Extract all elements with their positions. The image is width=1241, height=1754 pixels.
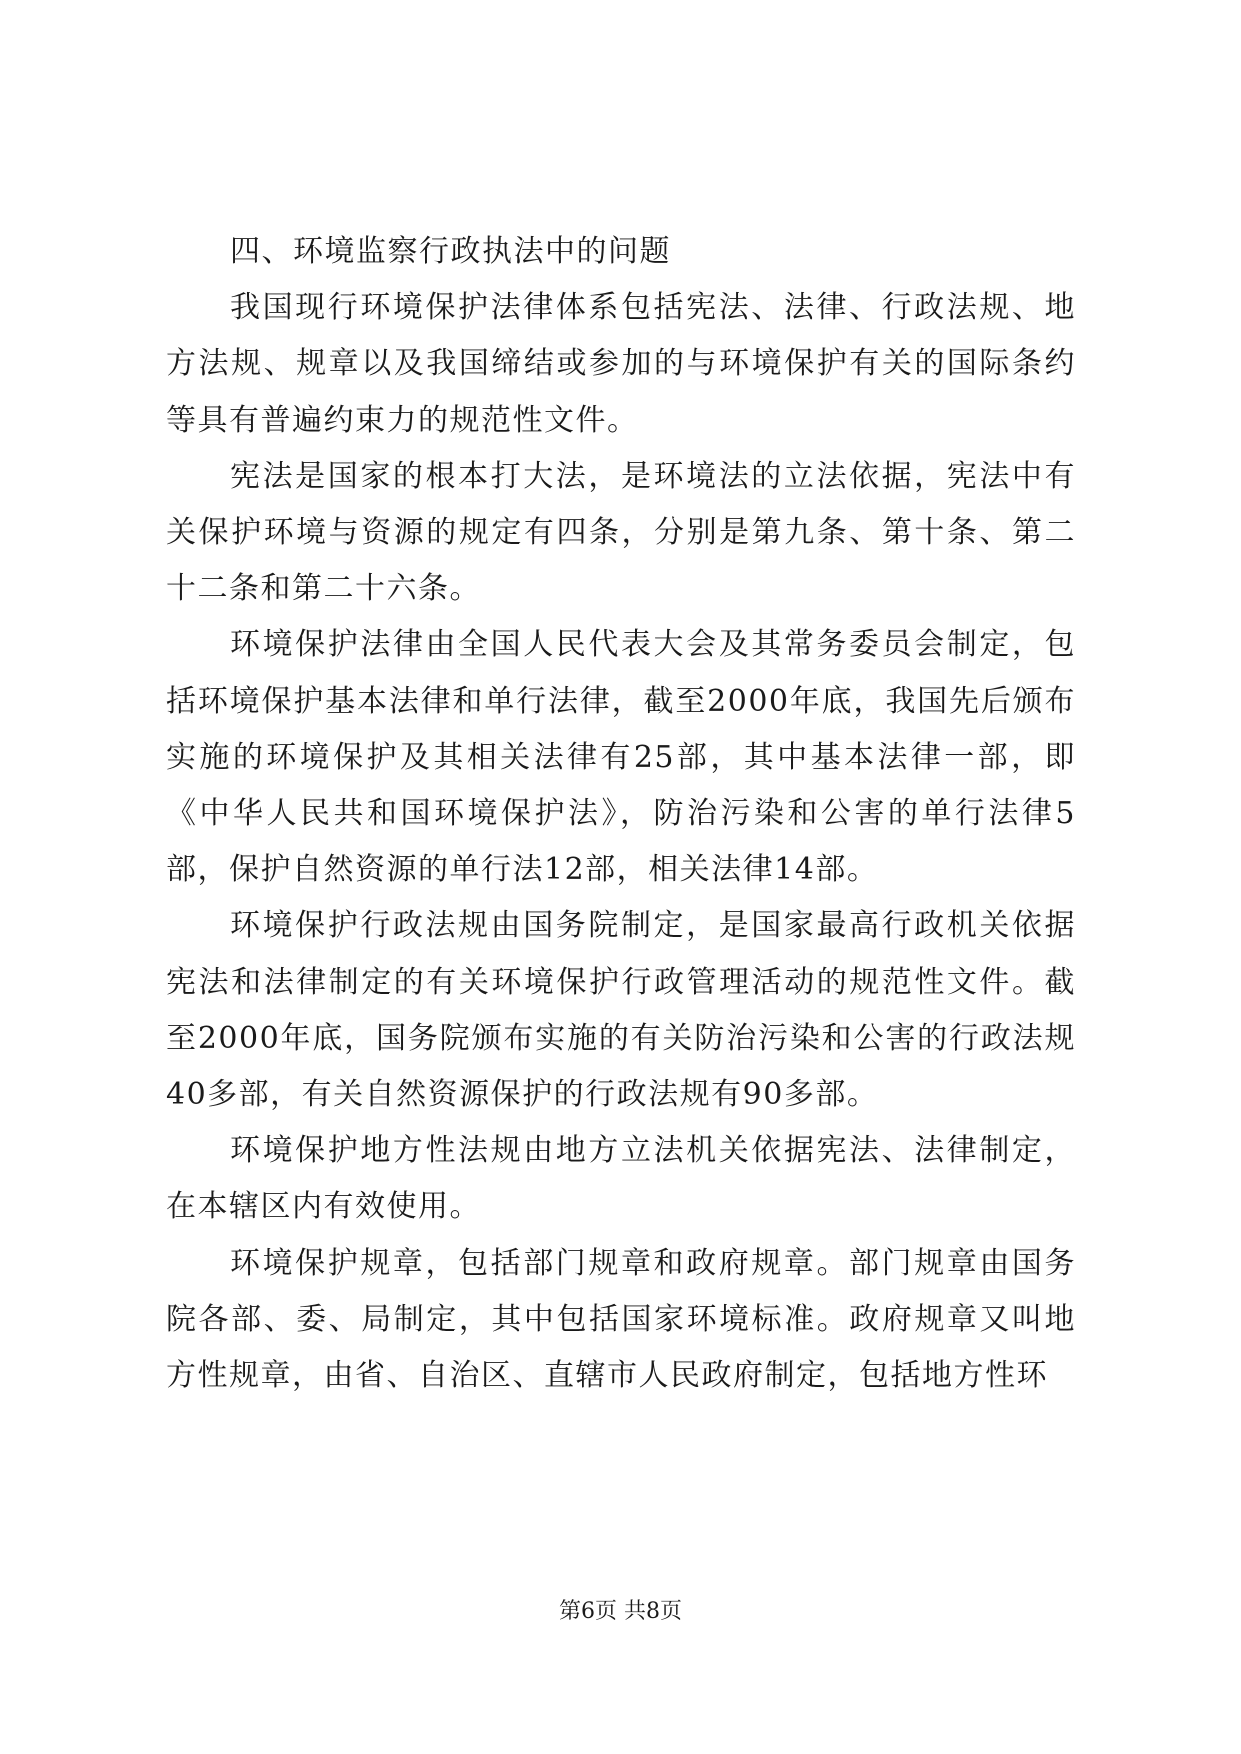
paragraph: 环境保护行政法规由国务院制定，是国家最高行政机关依据宪法和法律制定的有关环境保护行政管理活动的规范性文件。截至2000年底，国务院颁布实施的有关防治污染和公害的行政法规40多部，有关自然资源保护的行政法规有90多部。 (166, 908, 1076, 1113)
document-body (166, 224, 1076, 1404)
paragraph: 宪法是国家的根本打大法，是环境法的立法依据，宪法中有关保护环境与资源的规定有四条，分别是第九条、第十条、第二十二条和第二十六条。 (166, 458, 1076, 607)
page-footer (0, 1597, 1241, 1627)
paragraph: 环境保护法律由全国人民代表大会及其常务委员会制定，包括环境保护基本法律和单行法律，截至2000年底，我国先后颁布实施的环境保护及其相关法律有25部，其中基本法律一部，即《中华人民共和国环境保护法》，防治污染和公害的单行法律5部，保护自然资源的单行法12部，相关法律14部。 (166, 627, 1076, 888)
page-number: 第6页 共8页 (559, 1599, 682, 1624)
paragraph: 环境保护地方性法规由地方立法机关依据宪法、法律制定，在本辖区内有效使用。 (166, 1133, 1076, 1225)
paragraph: 环境保护规章，包括部门规章和政府规章。部门规章由国务院各部、委、局制定，其中包括国家环境标准。政府规章又叫地方性规章，由省、自治区、直辖市人民政府制定，包括地方性环 (166, 1245, 1076, 1394)
paragraph: 我国现行环境保护法律体系包括宪法、法律、行政法规、地方法规、规章以及我国缔结或参加的与环境保护有关的国际条约等具有普遍约束力的规范性文件。 (166, 290, 1076, 438)
section-heading: 四、环境监察行政执法中的问题 (230, 234, 671, 269)
